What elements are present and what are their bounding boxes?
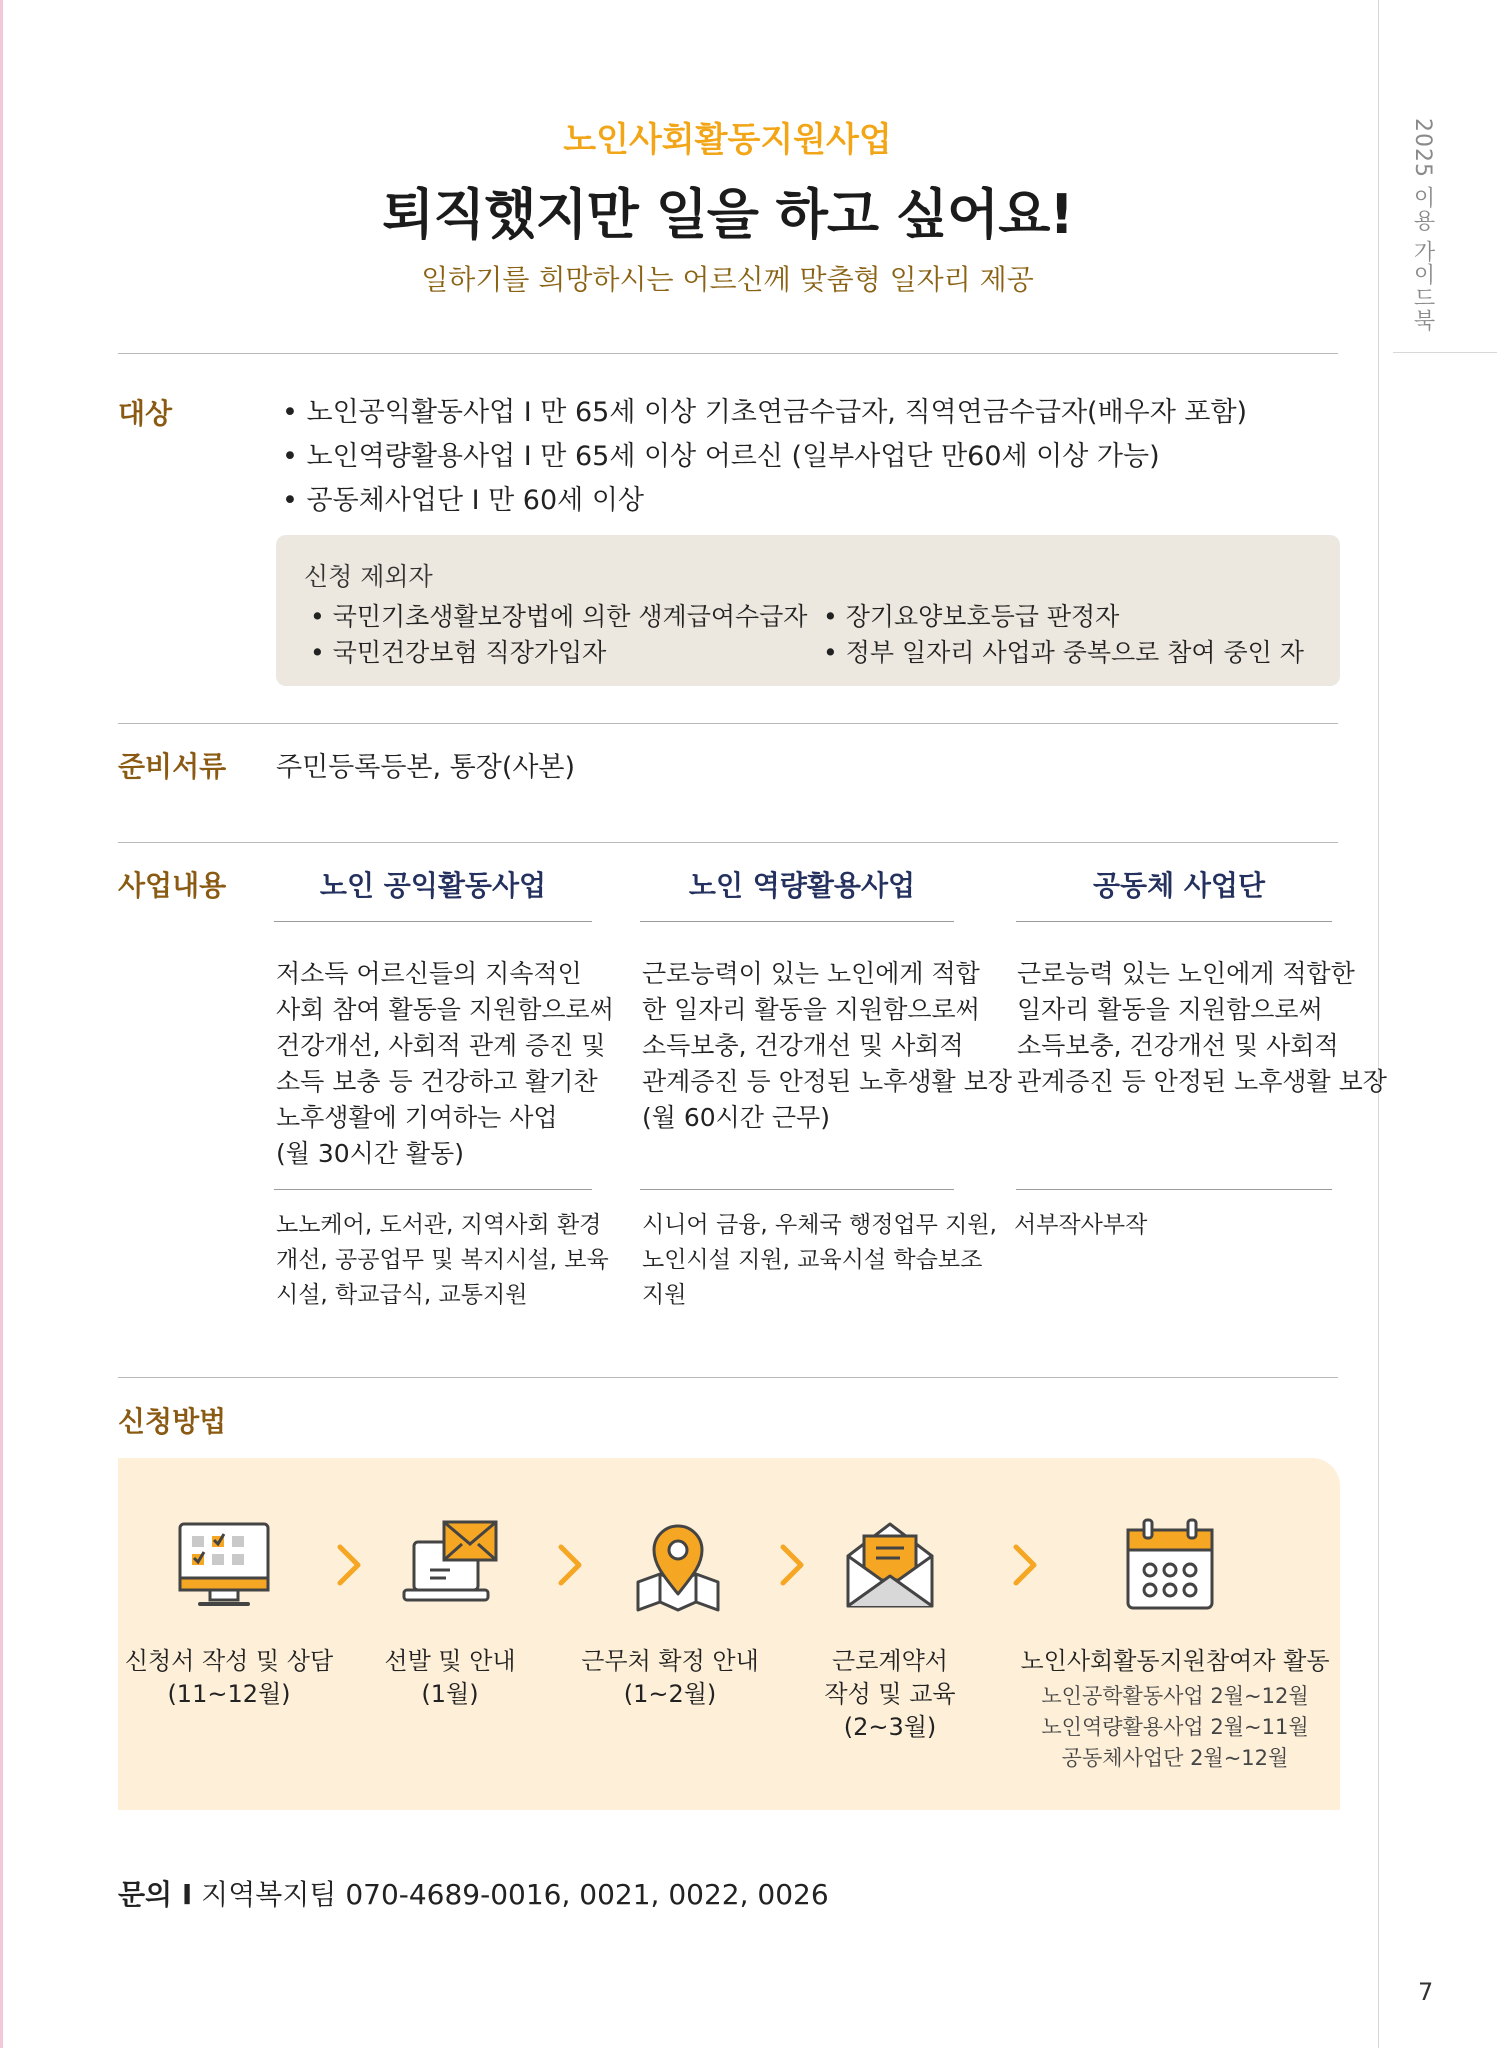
documents-text: 주민등록등본, 통장(사본) <box>276 752 576 783</box>
page-title: 퇴직했지만 일을 하고 싶어요! <box>382 183 1073 246</box>
chevron-right-icon <box>330 1535 370 1595</box>
step-label-selection: 선발 및 안내 (1월) <box>384 1647 516 1708</box>
documents-label: 준비서류 <box>118 750 227 783</box>
calendar-icon <box>1120 1516 1220 1616</box>
contact-line <box>118 1873 829 1913</box>
column-examples-community: 서부작사부작 <box>1014 1212 1148 1238</box>
margin-rule-tick <box>1393 352 1497 353</box>
column-rule <box>1016 1189 1332 1190</box>
exclusion-title: 신청 제외자 <box>304 562 433 591</box>
column-examples-capacity: 시니어 금융, 우체국 행정업무 지원, 노인시설 지원, 교육시설 학습보조 지원 <box>642 1212 997 1308</box>
step-activity-periods: 노인공학활동사업 2월~12월 노인역량활용사업 2월~11월 공동체사업단 2월~12월 <box>1041 1684 1309 1770</box>
column-examples-public: 노노케어, 도서관, 지역사회 환경 개선, 공공업무 및 복지시설, 보육 시설, 학교급식, 교통지원 <box>276 1212 609 1308</box>
apply-label: 신청방법 <box>118 1405 227 1438</box>
page-subtitle: 일하기를 희망하시는 어르신께 맞춤형 일자리 제공 <box>421 263 1034 296</box>
program-name: 노인사회활동지원사업 <box>563 120 892 160</box>
chevron-right-icon <box>551 1535 591 1595</box>
monitor-checklist-icon <box>174 1516 274 1616</box>
target-item: • 노인역량활용사업 I 만 65세 이상 어르신 (일부사업단 만60세 이상 가능) <box>282 441 1160 472</box>
chevron-right-icon <box>773 1535 813 1595</box>
column-rule <box>274 921 592 922</box>
section-divider <box>118 1377 1338 1378</box>
contact-text: 지역복지팀 070-4689-0016, 0021, 0022, 0026 <box>201 1878 829 1911</box>
exclusion-item: • 정부 일자리 사업과 중복으로 참여 중인 자 <box>823 638 1304 667</box>
business-label: 사업내용 <box>118 869 227 902</box>
envelope-letter-icon <box>840 1516 940 1616</box>
column-rule <box>274 1189 592 1190</box>
chevron-right-icon <box>1006 1535 1046 1595</box>
target-item: • 노인공익활동사업 I 만 65세 이상 기초연금수급자, 직역연금수급자(배우자 포함) <box>282 397 1248 428</box>
page-number: 7 <box>1418 1978 1434 2006</box>
map-pin-icon <box>628 1516 728 1616</box>
column-rule <box>640 1189 954 1190</box>
column-description-capacity: 근로능력이 있는 노인에게 적합 한 일자리 활동을 지원함으로써 소득보충, 건강개선 및 사회적 관계증진 등 안정된 노후생활 보장 (월 60시간 근무) <box>642 959 1012 1132</box>
column-title-capacity: 노인 역량활용사업 <box>688 869 916 902</box>
column-rule <box>1016 921 1332 922</box>
contact-label: 문의 I <box>118 1878 193 1911</box>
target-label: 대상 <box>118 397 173 430</box>
section-divider <box>118 723 1338 724</box>
page-edge-accent <box>0 0 3 2048</box>
exclusion-box <box>276 535 1340 686</box>
target-item: • 공동체사업단 I 만 60세 이상 <box>282 485 644 516</box>
column-title-public: 노인 공익활동사업 <box>319 869 547 902</box>
laptop-mail-icon <box>400 1516 500 1616</box>
section-divider <box>118 842 1338 843</box>
column-rule <box>640 921 954 922</box>
step-label-contract: 근로계약서 작성 및 교육 (2~3월) <box>824 1647 956 1741</box>
exclusion-item: • 국민기초생활보장법에 의한 생계급여수급자 <box>310 602 808 631</box>
column-description-public: 저소득 어르신들의 지속적인 사회 참여 활동을 지원함으로써 건강개선, 사회적 관계 증진 및 소득 보충 등 건강하고 활기찬 노후생활에 기여하는 사업 (월 30시간 활동) <box>276 959 614 1168</box>
step-label-activity: 노인사회활동지원참여자 활동 <box>1020 1647 1330 1675</box>
guidebook-label: 2025 이용 가이드북 <box>1410 118 1435 332</box>
section-divider <box>118 353 1338 354</box>
column-title-community: 공동체 사업단 <box>1092 869 1266 902</box>
step-label-workplace: 근무처 확정 안내 (1~2월) <box>581 1647 759 1708</box>
exclusion-item: • 장기요양보호등급 판정자 <box>823 602 1120 631</box>
step-label-application: 신청서 작성 및 상담 (11~12월) <box>124 1647 334 1708</box>
exclusion-item: • 국민건강보험 직장가입자 <box>310 638 607 667</box>
column-description-community: 근로능력 있는 노인에게 적합한 일자리 활동을 지원함으로써 소득보충, 건강개선 및 사회적 관계증진 등 안정된 노후생활 보장 <box>1017 959 1387 1096</box>
